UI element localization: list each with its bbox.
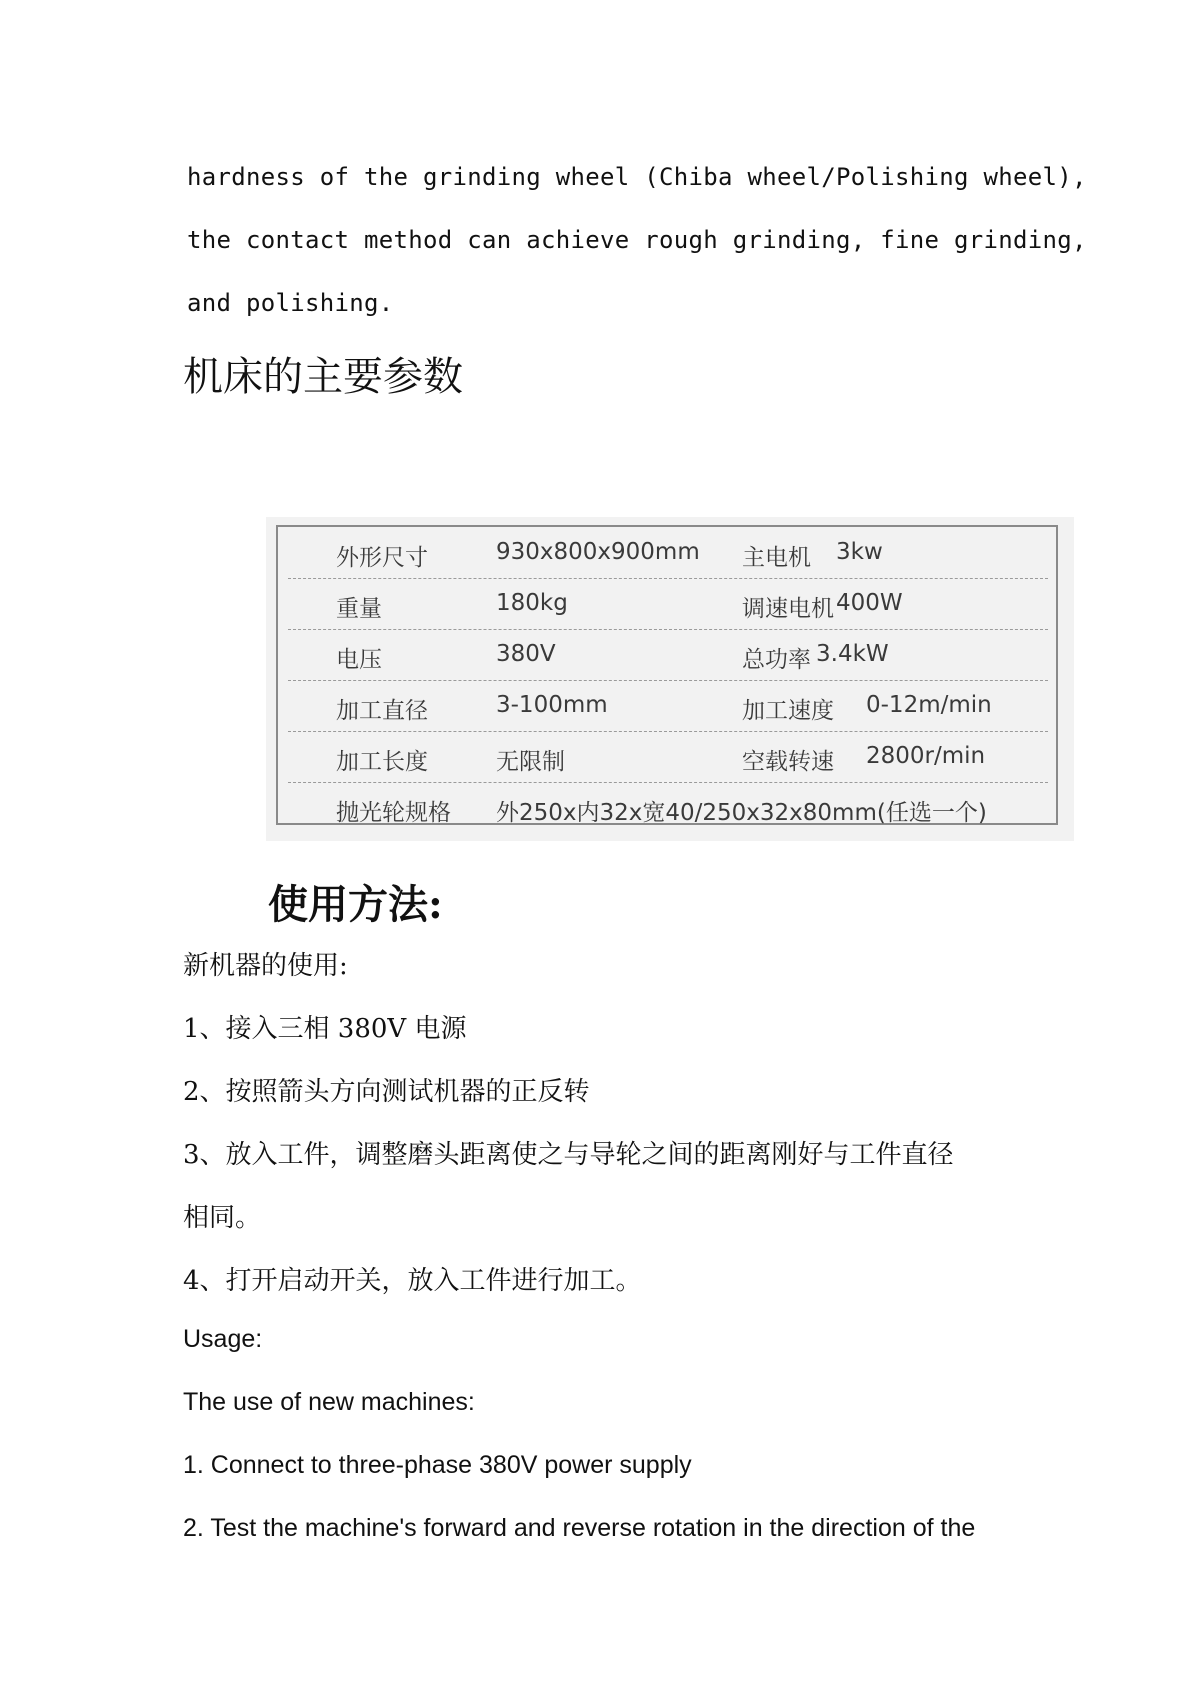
spec-label-2: 加工速度 (742, 698, 834, 724)
spec-value: 3-100mm (496, 692, 608, 718)
spec-label-2: 调速电机 (742, 596, 834, 622)
spec-table-image (266, 517, 1074, 841)
usage-en-line-2: The use of new machines: (183, 1388, 475, 1416)
spec-row-length (288, 731, 1048, 783)
spec-value: 380V (496, 641, 556, 667)
spec-label: 外形尺寸 (336, 545, 428, 571)
spec-row-voltage (288, 629, 1048, 681)
spec-label: 电压 (336, 647, 382, 673)
usage-cn-line-4: 3、放入工件，调整磨头距离使之与导轮之间的距离刚好与工件直径 (183, 1140, 954, 1170)
usage-en-line-1: Usage: (183, 1325, 263, 1353)
usage-cn-line-6: 4、打开启动开关，放入工件进行加工。 (183, 1266, 642, 1296)
usage-cn-line-1: 新机器的使用: (183, 951, 348, 981)
usage-heading: 使用方法: (268, 881, 443, 928)
spec-row-weight (288, 578, 1048, 630)
spec-value-2: 3kw (836, 539, 883, 565)
params-heading: 机床的主要参数 (183, 354, 463, 400)
spec-label: 加工直径 (336, 698, 428, 724)
spec-value-2: 2800r/min (866, 743, 986, 769)
spec-value: 无限制 (496, 749, 565, 775)
spec-row-diameter (288, 680, 1048, 732)
spec-value-2: 400W (836, 590, 903, 616)
usage-en-line-4: 2. Test the machine's forward and reverse rotation in the direction of the (183, 1514, 976, 1542)
spec-label: 重量 (336, 596, 382, 622)
spec-label-2: 总功率 (742, 647, 811, 673)
intro-line-2: the contact method can achieve rough grinding, fine grinding, (187, 226, 1087, 254)
spec-value: 外250x内32x宽40/250x32x80mm(任选一个) (496, 800, 987, 826)
spec-table-frame (276, 525, 1058, 825)
usage-en-line-3: 1. Connect to three-phase 380V power supply (183, 1451, 692, 1479)
usage-cn-line-2: 1、接入三相 380V 电源 (183, 1014, 467, 1044)
intro-line-3: and polishing. (187, 289, 394, 317)
spec-label-2: 主电机 (742, 545, 811, 571)
spec-value: 180kg (496, 590, 568, 616)
spec-value-2: 3.4kW (816, 641, 889, 667)
usage-cn-line-3: 2、按照箭头方向测试机器的正反转 (183, 1077, 590, 1107)
spec-value: 930x800x900mm (496, 539, 700, 565)
spec-row-wheel (288, 782, 1048, 833)
intro-line-1: hardness of the grinding wheel (Chiba wheel/Polishing wheel), (187, 163, 1087, 191)
usage-cn-line-5: 相同。 (183, 1203, 262, 1233)
spec-row-size (288, 527, 1048, 579)
spec-label-2: 空载转速 (742, 749, 834, 775)
spec-label: 抛光轮规格 (336, 800, 451, 826)
spec-label: 加工长度 (336, 749, 428, 775)
spec-value-2: 0-12m/min (866, 692, 992, 718)
